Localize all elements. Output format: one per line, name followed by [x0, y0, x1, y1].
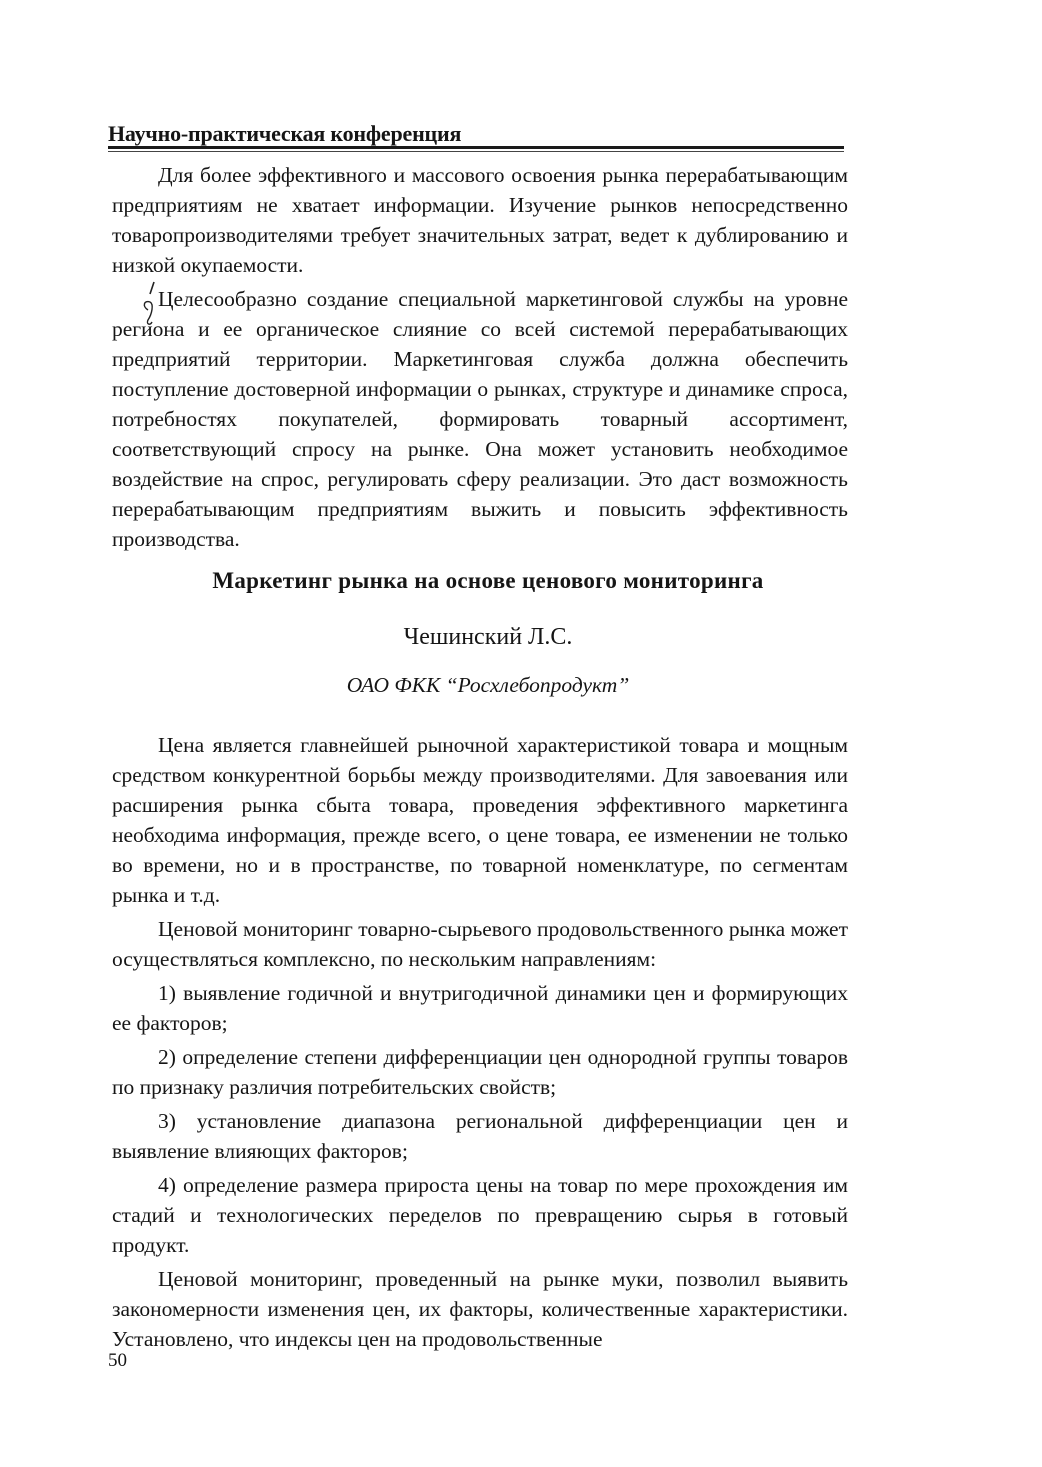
article-organization: ОАО ФКК “Росхлебопродукт” — [346, 673, 630, 697]
intro-text-block — [112, 160, 848, 554]
paragraph: Ценовой мониторинг, проведенный на рынке муки, позволил выявить закономерности изменения цен, их факторы, количественные характеристики. Установлено, что индексы цен на продовольственные — [112, 1267, 848, 1351]
list-item: 1) выявление годичной и внутригодичной динамики цен и формирующих ее факторов; — [112, 981, 848, 1035]
handwritten-correction-mark — [132, 280, 172, 330]
header-rule — [108, 146, 844, 149]
paragraph: Ценовой мониторинг товарно-сырьевого продовольственного рынка может осуществляться комплексно, по нескольким направлениям: — [112, 917, 848, 971]
page-number: 50 — [108, 1350, 127, 1371]
article-author: Чешинский Л.С. — [403, 624, 573, 650]
list-item: 3) установление диапазона региональной дифференциации цен и выявление влияющих факторов; — [112, 1109, 848, 1163]
paragraph: Для более эффективного и массового освоения рынка перерабатывающим предприятиям не хватает информации. Изучение рынков непосредственно товаропроизводителями требует значительных затрат, ведет к дублированию и низкой окупаемости. — [112, 163, 848, 277]
header-rule-secondary — [108, 151, 844, 152]
article-body — [112, 730, 848, 1354]
running-header-title: Научно-практическая конференция — [108, 121, 462, 146]
list-item: 2) определение степени дифференциации цен однородной группы товаров по признаку различия потребительских свойств; — [112, 1045, 848, 1099]
paragraph: Целесообразно создание специальной маркетинговой службы на уровне региона и ее органическое слияние со всей системой перерабатывающих предприятий территории. Маркетинговая служба должна обеспечить поступление достоверной информации о рынках, структуре и динамике спроса, потребностях покупателей, формировать товарный ассортимент, соответствующий спросу на рынке. Она может установить необходимое воздействие на спрос, регулировать сферу реализации. Это даст возможность перерабатывающим предприятиям выжить и повысить эффективность производства. — [112, 287, 848, 551]
article-title: Маркетинг рынка на основе ценового мониторинга — [212, 568, 764, 593]
paragraph: Цена является главнейшей рыночной характеристикой товара и мощным средством конкурентной борьбы между производителями. Для завоевания или расширения рынка сбыта товара, проведения эффективного маркетинга необходима информация, прежде всего, о цене товара, ее изменении не только во времени, но и в пространстве, по товарной номенклатуре, по сегментам рынка и т.д. — [112, 733, 848, 907]
list-item: 4) определение размера прироста цены на товар по мере прохождения им стадий и технологических переделов по превращению сырья в готовый продукт. — [112, 1173, 848, 1257]
